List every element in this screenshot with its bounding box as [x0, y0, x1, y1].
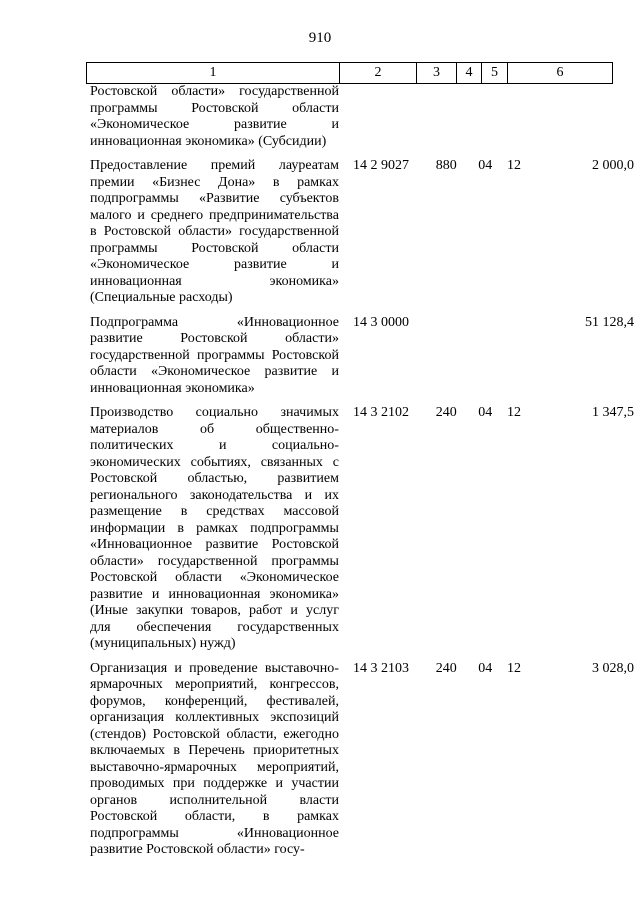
row-expense-type: 880 [435, 158, 457, 173]
header-col-3: 3 [417, 63, 457, 84]
row-expense-type: 240 [435, 405, 457, 420]
row-description: Ростовской области» государственной программы Ростовской области «Экономическое развитие и инновационная экономика» (Субсидии) [90, 84, 339, 149]
row-sum: 1 347,5 [592, 405, 634, 420]
header-col-4: 4 [457, 63, 482, 84]
header-row [87, 63, 613, 84]
row-section: 04 [478, 405, 493, 420]
row-section: 04 [478, 660, 493, 676]
page-number: 910 [308, 30, 332, 46]
row-target-code: 14 3 2102 [352, 405, 409, 420]
row-subsection [502, 84, 532, 158]
table-row [86, 661, 640, 867]
row-subsection: 12 [507, 405, 522, 420]
row-expense-type: 240 [435, 660, 457, 676]
table-row [86, 158, 640, 315]
row-description: Организация и проведение выставочно-ярмарочных мероприятий, конгрессов, форумов, конференций, фестивалей, организация коллективных экспозиций (стендов) Ростовской области, ежегодно включаемых в Перечень приоритетных выставочно-ярмарочных мероприятий, проводимых при поддержке и участии органов исполнительной власти Ростовской области, в рамках подпрограммы «Инновационное развитие Ростовской области» госу- [90, 660, 339, 857]
row-sum: 2 000,0 [592, 158, 634, 173]
row-section [474, 84, 502, 158]
table-row [86, 84, 640, 158]
row-expense-type [428, 84, 475, 158]
row-subsection: 12 [507, 660, 522, 676]
table-header [86, 62, 613, 84]
row-target-code: 14 2 9027 [352, 158, 409, 173]
row-subsection: 12 [507, 158, 522, 173]
header-col-5: 5 [482, 63, 508, 84]
row-description: Предоставление премий лауреатам премии «Бизнес Дона» в рамках подпрограммы «Развитие субъектов малого и среднего предпринимательства в Ростовской области» государственной программы Ростовской области «Экономическое развитие и инновационная экономика» (Специальные расходы) [90, 158, 339, 305]
table-row [86, 405, 640, 661]
row-description: Подпрограмма «Инновационное развитие Ростовской области» государственной программы Ростовской области «Экономическое развитие и инновационная экономика» [90, 314, 339, 396]
row-expense-type [428, 315, 475, 406]
row-subsection [502, 315, 532, 406]
row-target-code [347, 84, 428, 158]
row-section [474, 315, 502, 406]
header-col-1: 1 [87, 63, 340, 84]
row-sum: 3 028,0 [592, 660, 634, 676]
row-section: 04 [478, 158, 493, 173]
row-sum [532, 84, 640, 158]
row-target-code: 14 3 2103 [352, 660, 409, 676]
header-col-6: 6 [508, 63, 613, 84]
budget-table [86, 84, 640, 867]
row-description: Производство социально значимых материалов об общественно-политических и социально-экономических событиях, связанных с Ростовской областью, развитием регионального законодательства и их размещение в средствах массовой информации в рамках подпрограммы «Инновационное развитие Ростовской области» государственной программы Ростовской области «Экономическое развитие и инновационная экономика» (Иные закупки товаров, работ и услуг для обеспечения государственных (муниципальных) нужд) [90, 405, 339, 651]
table-row [86, 315, 640, 406]
row-target-code: 14 3 0000 [352, 314, 409, 330]
header-col-2: 2 [340, 63, 417, 84]
row-sum: 51 128,4 [585, 314, 634, 330]
